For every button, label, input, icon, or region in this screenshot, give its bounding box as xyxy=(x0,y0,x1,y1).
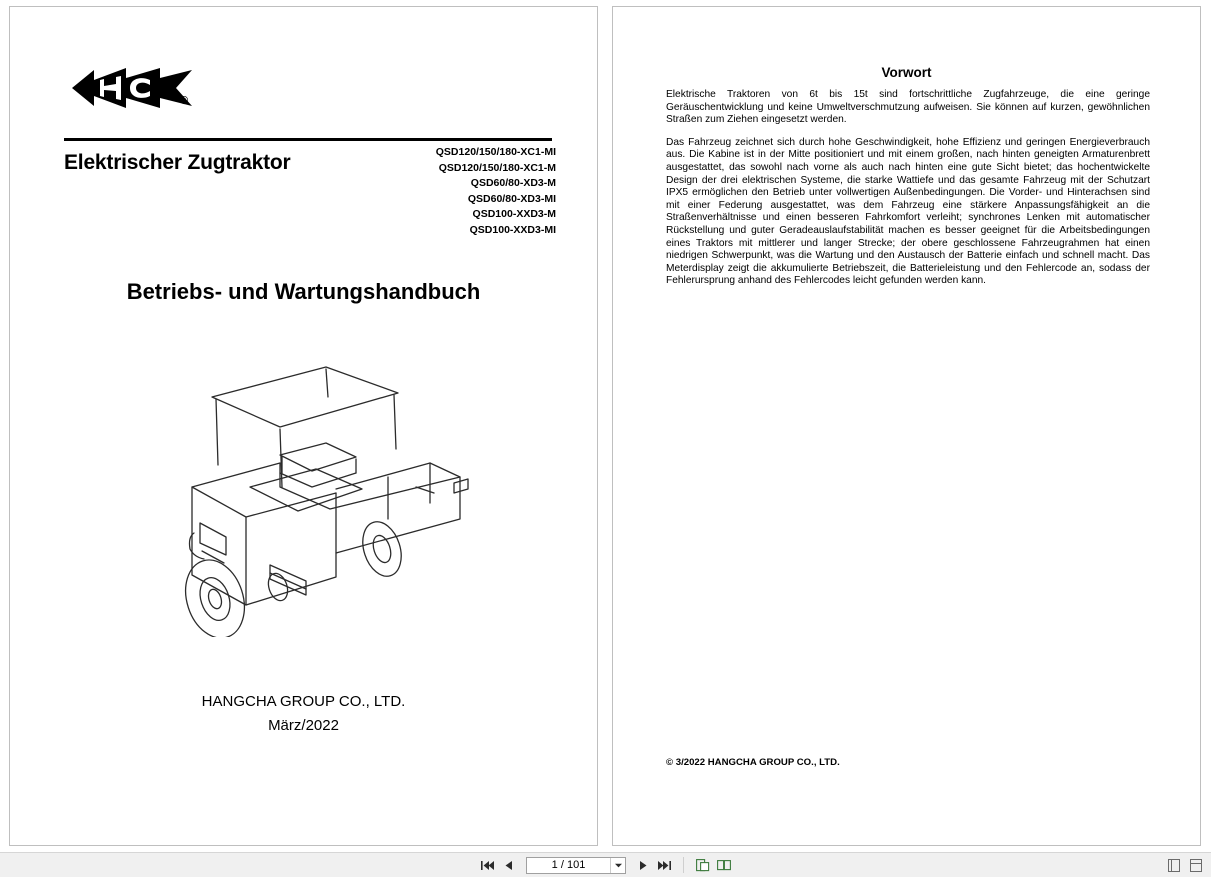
facing-page-view-icon[interactable] xyxy=(716,857,731,874)
copyright-notice: © 3/2022 HANGCHA GROUP CO., LTD. xyxy=(666,757,840,768)
model-item: QSD60/80-XD3-M xyxy=(470,177,556,189)
document-page-preface[interactable] xyxy=(612,6,1201,846)
header-divider xyxy=(64,138,552,141)
viewer-toolbar xyxy=(0,852,1211,877)
two-page-layout-icon[interactable] xyxy=(1189,858,1203,873)
page-thumbnail-icon[interactable] xyxy=(1167,858,1181,873)
page-number-value[interactable]: 1 / 101 xyxy=(551,858,586,871)
preface-paragraph: Das Fahrzeug zeichnet sich durch hohe Geschwindigkeit, hohe Effizienz und geringen Energieverbrauch aus. Die Kabine ist in der Mitte positioniert und mit einem großen, nach hinten geneigten Armaturenbrett ausgestattet, das sowohl nach vorne als auch nach hinten eine gute Sicht bietet; das hochentwickelte Design der drei elektrischen Systeme, die starke Wattiefe und das gesamte Fahrzeug mit der Schutzart IPX5 ermöglichen den Betrieb unter vollwertigen Außenbedingungen. Die Vorder- und Hinterachsen sind mit einer Federung ausgestattet, was dem Fahrzeug eine stärkere Anpassungsfähigkeit an die Straßenverhältnisse und einen besseren Fahrkomfort verleiht; synchrones Lenken mit automatischer Rückstellung und guter Geradeauslaufstabilität machen es besser geeignet für die Arbeitsbedingungen eines Traktors mit mittlerer und langer Strecke; der obere geschlossene Fahrzeugrahmen hat einen niedrigen Schwerpunkt, was die Wartung und den Austausch der Batterie einfach und schnell macht. Das Meterdisplay zeigt die akkumulierte Betriebszeit, die Batterieleistung und den Fehlercode an, sodass der Fehlerursprung anhand des Fehlercodes leicht gefunden werden kann. xyxy=(666,136,1150,287)
publication-date: März/2022 xyxy=(268,717,339,734)
next-page-icon[interactable] xyxy=(636,857,651,874)
first-page-icon[interactable] xyxy=(480,857,495,874)
document-page-cover[interactable] xyxy=(9,6,598,846)
electric-tow-tractor-illustration xyxy=(130,337,490,637)
model-item: QSD120/150/180-XC1-MI xyxy=(435,146,556,158)
model-list xyxy=(436,145,556,238)
previous-page-icon[interactable] xyxy=(501,857,516,874)
brand-logo xyxy=(64,62,544,114)
model-item: QSD100-XXD3-M xyxy=(472,208,556,220)
model-item: QSD120/150/180-XC1-M xyxy=(438,161,556,174)
single-page-view-icon[interactable] xyxy=(695,857,710,874)
company-name: HANGCHA GROUP CO., LTD. xyxy=(201,693,406,710)
chevron-down-icon[interactable] xyxy=(610,858,625,873)
registered-mark: ® xyxy=(180,95,189,107)
publisher-block xyxy=(10,690,597,738)
preface-body xyxy=(666,89,1150,298)
model-item: QSD100-XXD3-MI xyxy=(469,223,556,236)
product-title: Elektrischer Zugtraktor xyxy=(64,151,291,174)
last-page-icon[interactable] xyxy=(657,857,672,874)
model-item: QSD60/80-XD3-MI xyxy=(467,192,556,205)
preface-heading: Vorwort xyxy=(881,65,932,80)
manual-title: Betriebs- und Wartungshandbuch xyxy=(126,279,481,304)
page-number-input[interactable] xyxy=(526,857,626,874)
toolbar-separator xyxy=(683,857,684,873)
preface-paragraph: Elektrische Traktoren von 6t bis 15t sind fortschrittliche Zugfahrzeuge, die eine geringe Geräuschentwicklung und keine Umweltverschmutzung aufweisen. Sie können auf kurzen, gewöhnlichen Straßen zum Ziehen eingesetzt werden. xyxy=(666,89,1150,126)
